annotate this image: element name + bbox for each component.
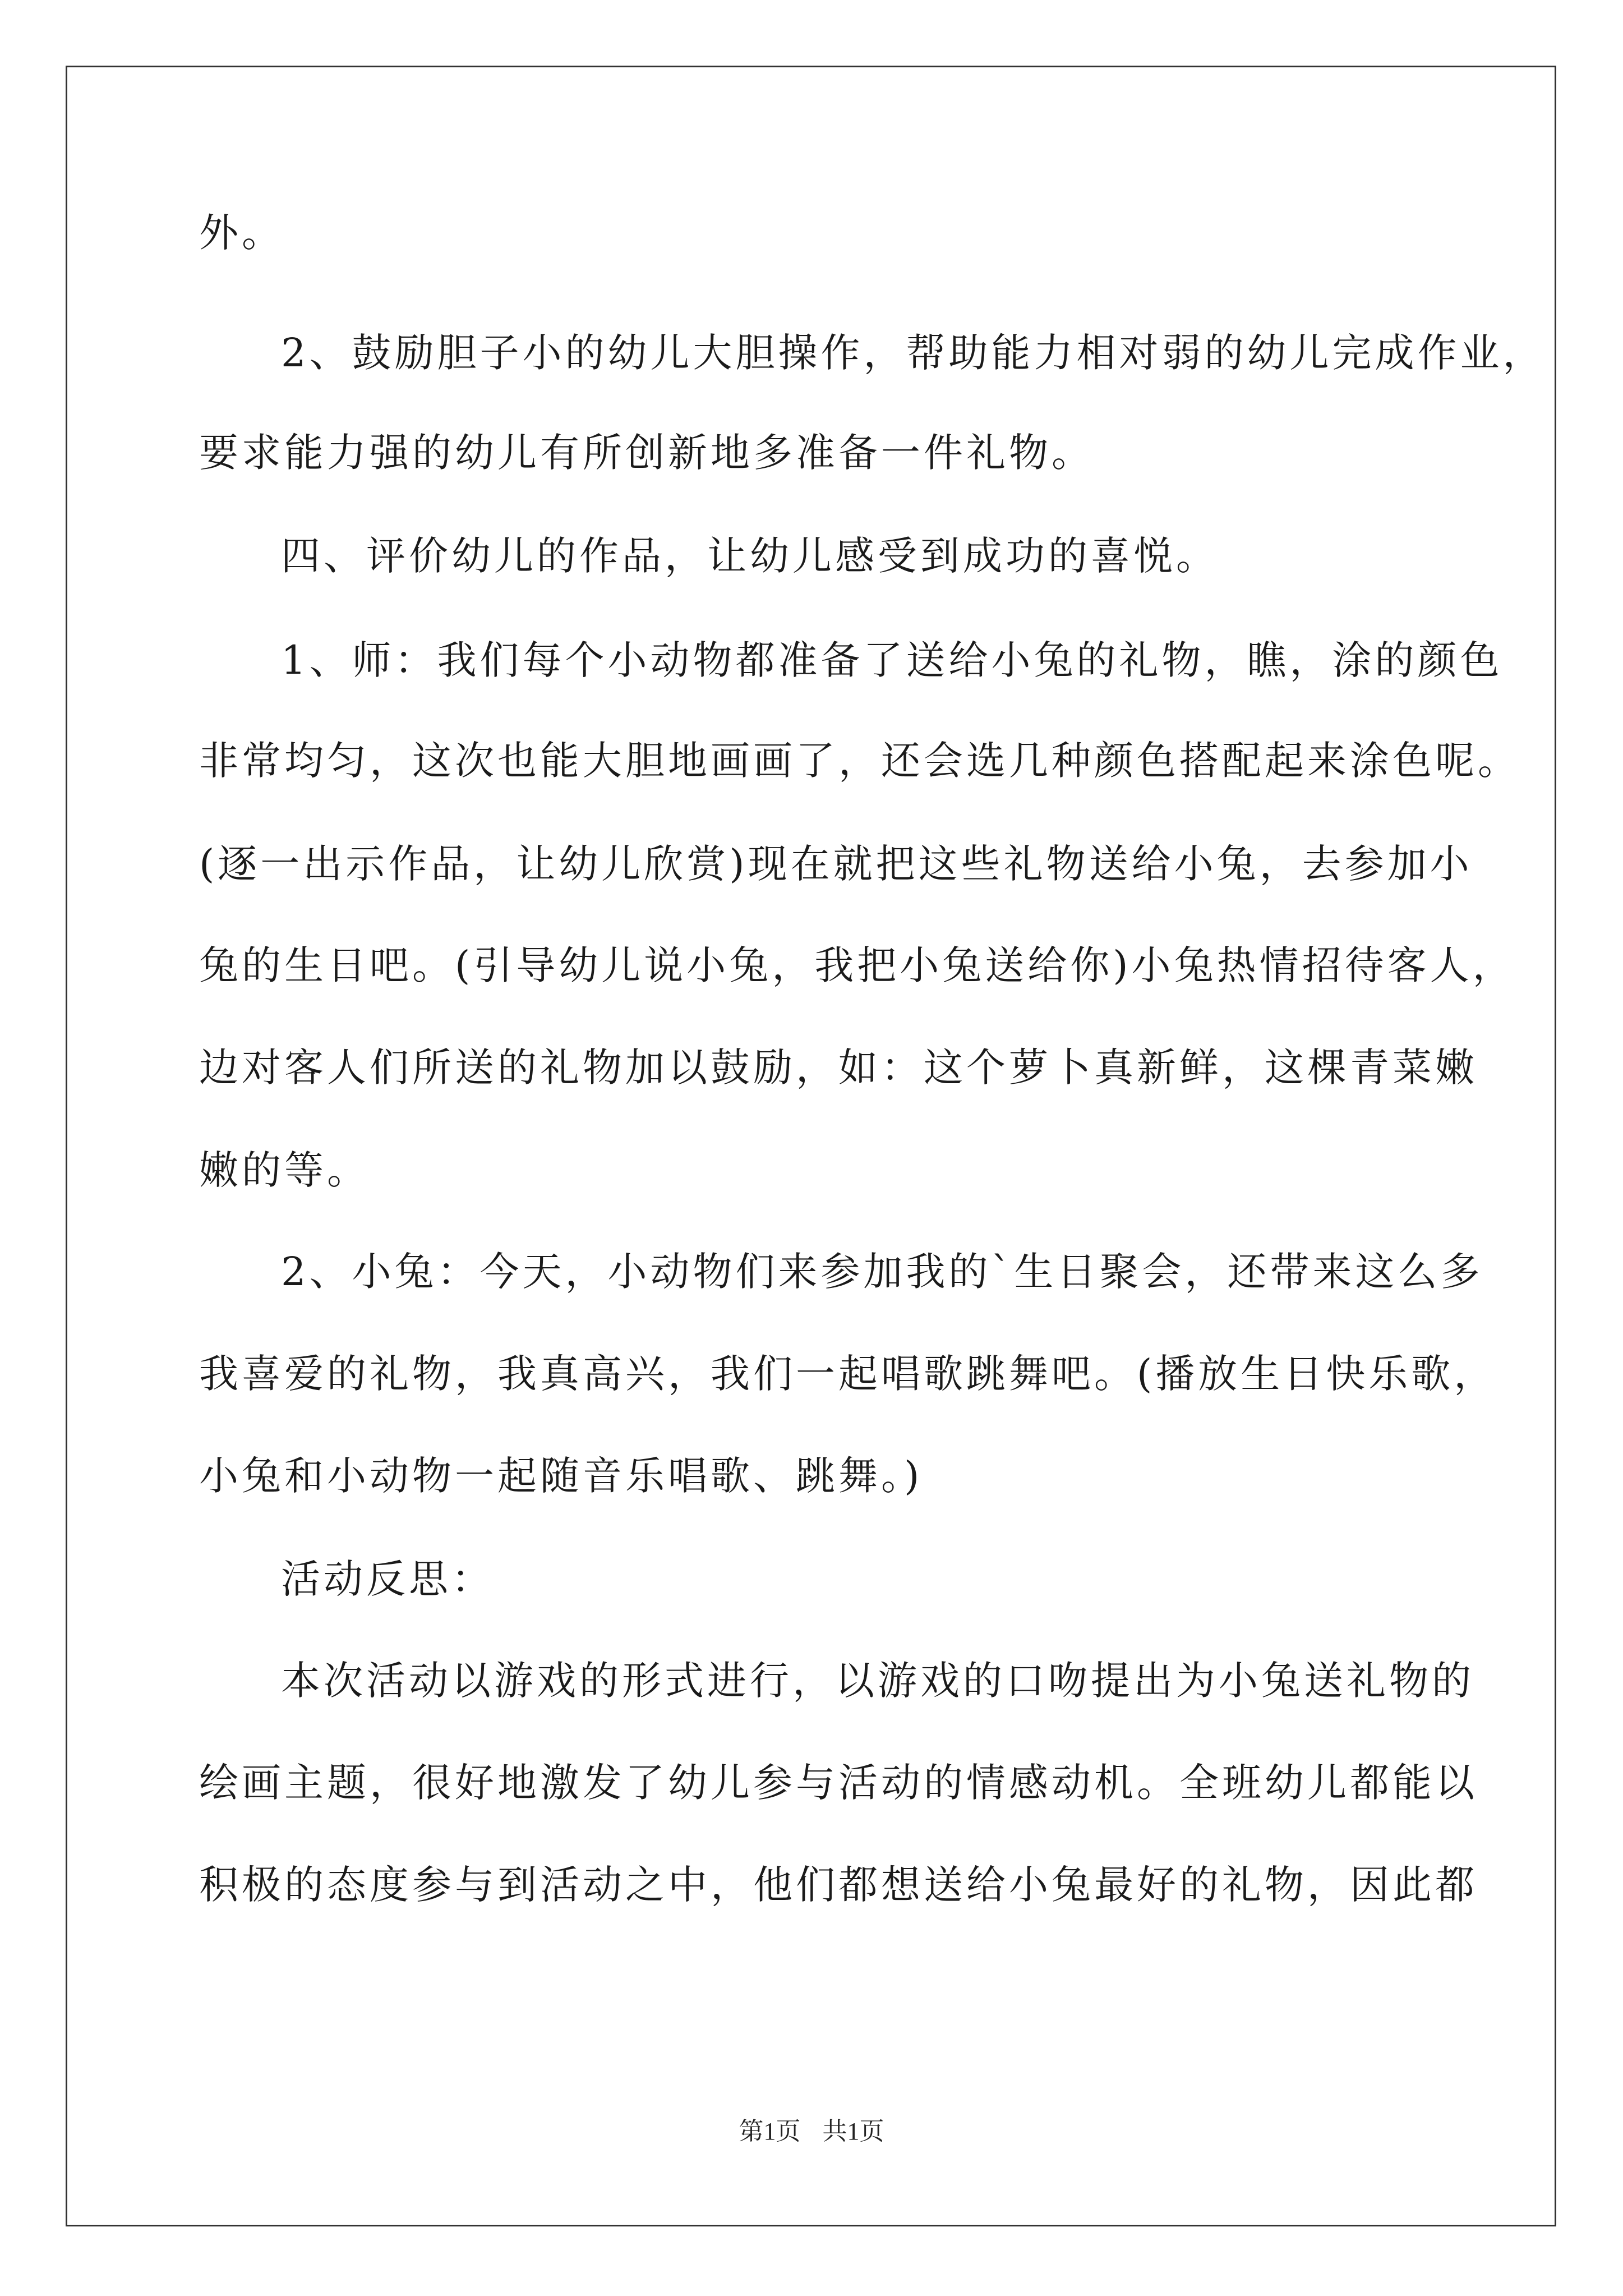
- page-number: 第1页: [739, 2118, 801, 2145]
- text-line: 边对客人们所送的礼物加以鼓励，如：这个萝卜真新鲜，这棵青菜嫩: [199, 1045, 1478, 1091]
- text-line: 非常均匀，这次也能大胆地画画了，还会选几种颜色搭配起来涂色呢。: [199, 738, 1520, 784]
- page-total: 共1页: [822, 2118, 884, 2145]
- text-line: 嫩的等。: [199, 1147, 370, 1193]
- text-line: 四、评价幼儿的作品，让幼儿感受到成功的喜悦。: [281, 533, 1219, 579]
- text-line: 1、师：我们每个小动物都准备了送给小兔的礼物，瞧，涂的颜色: [281, 637, 1503, 683]
- text-line: (逐一出示作品，让幼儿欣赏)现在就把这些礼物送给小兔，去参加小: [199, 841, 1473, 887]
- text-line: 绘画主题，很好地激发了幼儿参与活动的情感动机。全班幼儿都能以: [199, 1760, 1478, 1806]
- text-line: 2、鼓励胆子小的幼儿大胆操作，帮助能力相对弱的幼儿完成作业，: [281, 330, 1546, 376]
- text-line: 外。: [199, 210, 284, 256]
- text-line: 要求能力强的幼儿有所创新地多准备一件礼物。: [199, 430, 1094, 476]
- text-line: 我喜爱的礼物，我真高兴，我们一起唱歌跳舞吧。(播放生日快乐歌，: [199, 1351, 1497, 1397]
- text-line: 积极的态度参与到活动之中，他们都想送给小兔最好的礼物，因此都: [199, 1862, 1478, 1908]
- text-line: 小兔和小动物一起随音乐唱歌、跳舞。): [199, 1453, 923, 1499]
- text-line: 本次活动以游戏的形式进行，以游戏的口吻提出为小兔送礼物的: [281, 1658, 1474, 1704]
- page-footer: [0, 2115, 1623, 2148]
- text-line: 兔的生日吧。(引导幼儿说小兔，我把小兔送给你)小兔热情招待客人，: [199, 942, 1515, 988]
- text-line: 2、小兔：今天，小动物们来参加我的`生日聚会，还带来这么多: [281, 1249, 1483, 1295]
- section-heading: 活动反思：: [281, 1556, 494, 1602]
